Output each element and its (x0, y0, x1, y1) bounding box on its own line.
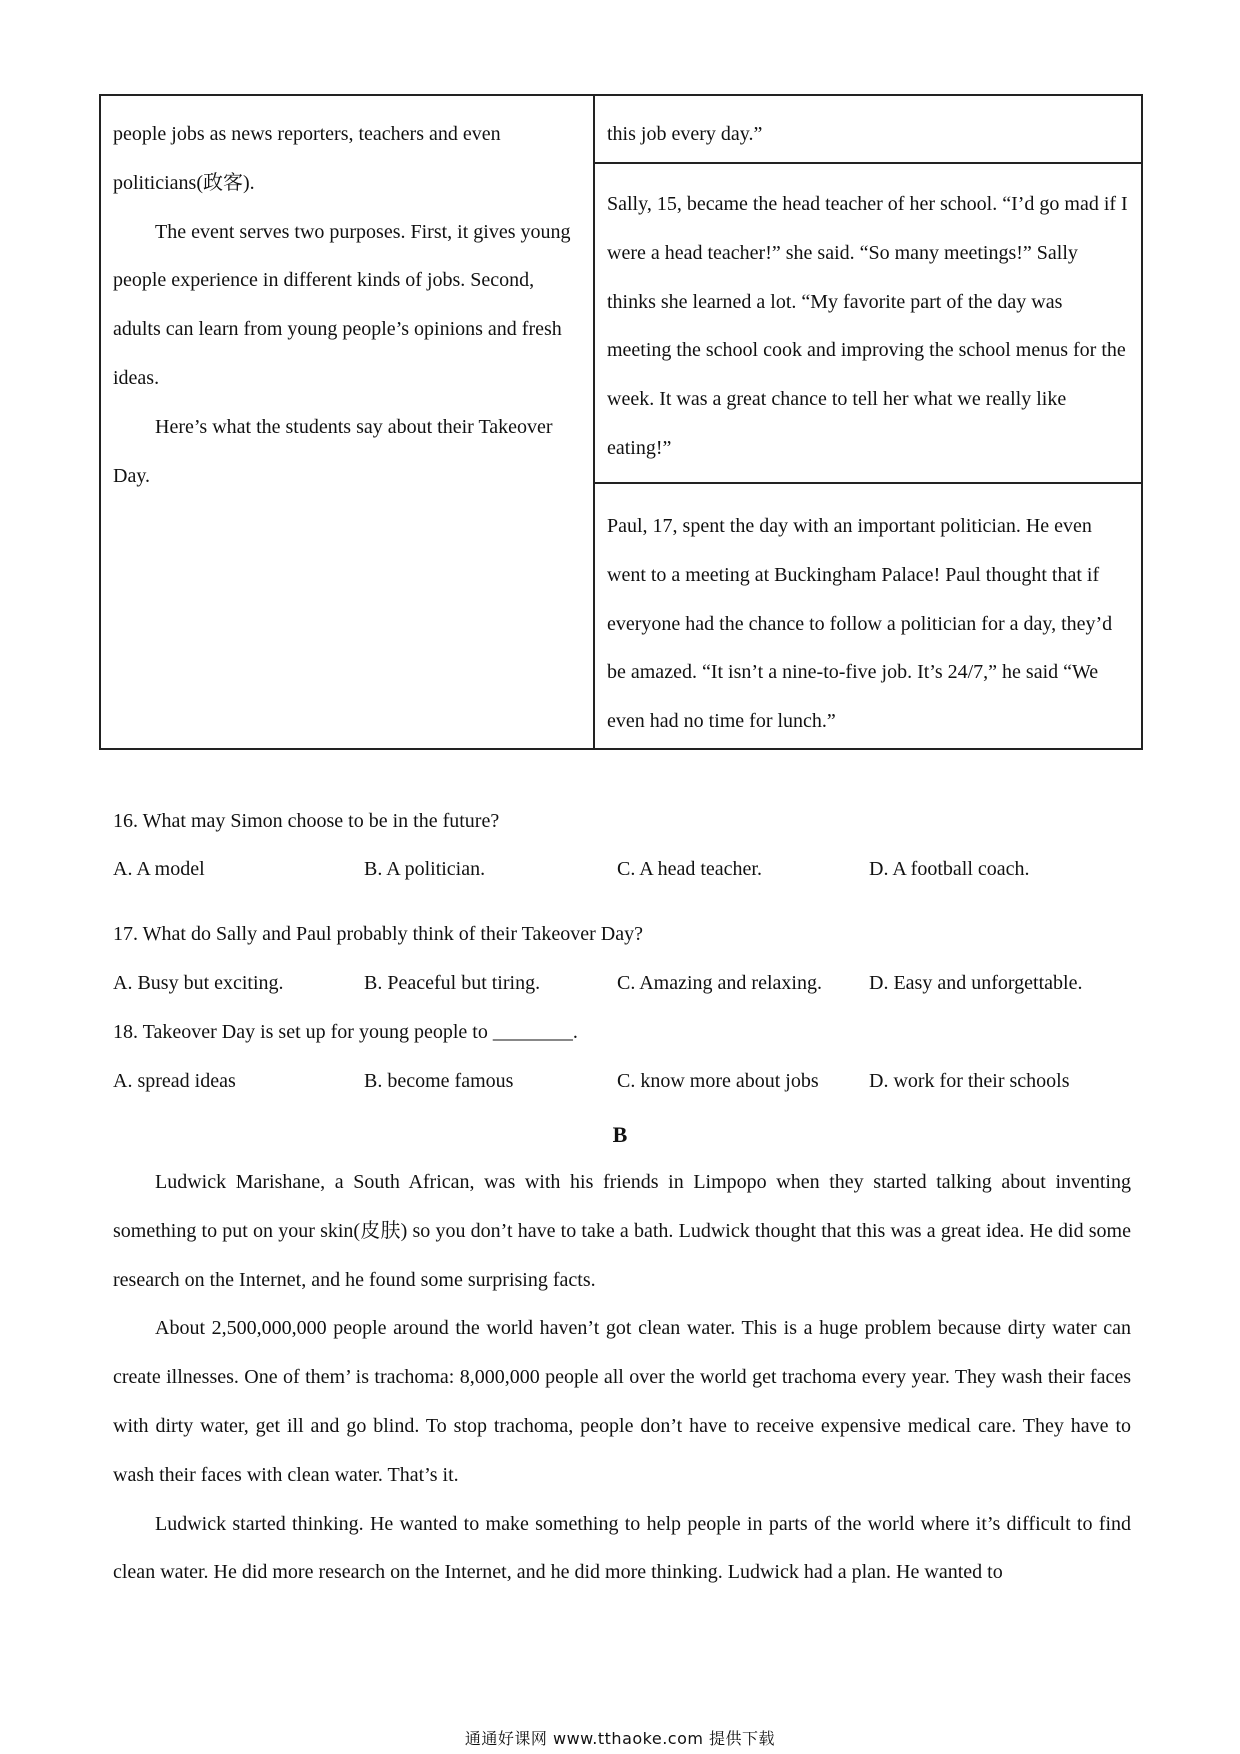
question-17-option-d: D. Easy and unforgettable. (869, 972, 1083, 994)
left-paragraph-1: people jobs as news reporters, teachers and even politicians(政客). (113, 123, 501, 194)
table-right-column (595, 96, 1141, 748)
question-18-stem: 18. Takeover Day is set up for young people to ________. (113, 1021, 578, 1043)
passage-paragraph-3: Ludwick started thinking. He wanted to make something to help people in parts of the world where it’s difficult to find clean water. He did more research on the Internet, and he did more thinking. Ludwick had a plan. He wanted to (113, 1512, 1131, 1584)
question-16-option-a: A. A model (113, 858, 205, 880)
right-cell-2-text: Sally, 15, became the head teacher of her school. “I’d go mad if I were a head teacher!” she said. “So many meetings!” Sally thinks she learned a lot. “My favorite part of the day was meeting the school cook and improving the school menus for the week. It was a great chance to tell her what we really like eating!” (607, 193, 1128, 459)
page-footer: 通通好课网 www.tthaoke.com 提供下载 (464, 1729, 776, 1748)
right-cell-1-text: this job every day.” (607, 123, 763, 145)
question-16-option-c: C. A head teacher. (617, 858, 762, 880)
left-paragraph-2: The event serves two purposes. First, it gives young people experience in different kinds of jobs. Second, adults can learn from young people’s opinions and fresh ideas. (113, 220, 571, 389)
passage-paragraph-1: Ludwick Marishane, a South African, was with his friends in Limpopo when they started talking about inventing something to put on your skin(皮肤) so you don’t have to take a bath. Ludwick thought that this was a great idea. He did some research on the Internet, and he found some surprising facts. (113, 1171, 1131, 1291)
right-cell-1 (595, 96, 1141, 164)
right-cell-paul (595, 484, 1141, 748)
question-18-option-c: C. know more about jobs (617, 1070, 819, 1092)
question-17-option-b: B. Peaceful but tiring. (364, 972, 541, 994)
question-17-stem: 17. What do Sally and Paul probably think of their Takeover Day? (113, 923, 643, 945)
question-18-option-b: B. become famous (364, 1070, 514, 1092)
section-b-passage (113, 1158, 1131, 1597)
question-17-option-c: C. Amazing and relaxing. (617, 972, 822, 994)
question-16-option-d: D. A football coach. (869, 858, 1030, 880)
left-paragraph-3: Here’s what the students say about their Takeover Day. (113, 415, 553, 487)
question-17-option-a: A. Busy but exciting. (113, 972, 284, 994)
question-18-option-d: D. work for their schools (869, 1070, 1070, 1092)
question-18-option-a: A. spread ideas (113, 1070, 236, 1092)
reading-table (99, 94, 1143, 750)
question-16-stem: 16. What may Simon choose to be in the future? (113, 810, 500, 832)
question-16-option-b: B. A politician. (364, 858, 486, 880)
section-b-heading: B (612, 1122, 628, 1147)
passage-paragraph-2: About 2,500,000,000 people around the world haven’t got clean water. This is a huge problem because dirty water can create illnesses. One of them’ is trachoma: 8,000,000 people all over the world get trachoma every year. They wash their faces with dirty water, get ill and go blind. To stop trachoma, people don’t have to receive expensive medical care. They have to wash their faces with clean water. That’s it. (113, 1317, 1131, 1486)
table-left-column (101, 96, 595, 748)
right-cell-sally (595, 164, 1141, 484)
right-cell-3-text: Paul, 17, spent the day with an important politician. He even went to a meeting at Buckingham Palace! Paul thought that if everyone had the chance to follow a politician for a day, they’d be amazed. “It isn’t a nine-to-five job. It’s 24/7,” he said “We even had no time for lunch.” (607, 515, 1113, 733)
